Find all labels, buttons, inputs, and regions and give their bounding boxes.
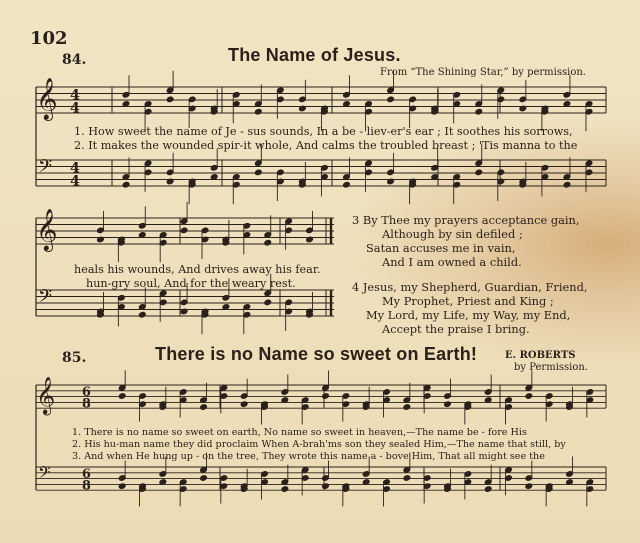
time-signature: 6 (82, 385, 91, 401)
note-head (200, 475, 208, 482)
verse-line: Satan accuses me in vain, (366, 241, 516, 255)
lyric-line: 2. It makes the wounded spir-it whole, And calms the troubled breast ; 'Tis manna to the (74, 139, 578, 152)
time-signature: 6 (82, 467, 91, 483)
verse-line: 3 By Thee my prayers acceptance gain, (352, 213, 580, 227)
note-head (122, 181, 130, 188)
note-head (138, 311, 146, 318)
note-head (525, 393, 533, 400)
bass-clef-icon: 𝄢 (38, 155, 53, 182)
lyric-line: 1. How sweet the name of Je - sus sounds, In a be - liev-er's ear ; It soothes his sorrows, (74, 125, 573, 138)
note-head (525, 483, 533, 490)
time-signature: 4 (70, 173, 80, 190)
verse-line: My Lord, my Life, my Way, my End, (366, 308, 571, 322)
lyric-line: 2. His hu-man name they did proclaim When A-brah'ms son they sealed Him,—The name that still, by (72, 439, 566, 450)
verse-4 (352, 280, 587, 336)
note-head (475, 108, 483, 115)
note-head (475, 169, 483, 176)
page-number: 102 (30, 28, 68, 49)
verse-line: Although by sin defiled ; (382, 227, 523, 241)
lyric-line: heals his wounds, And drives away his fear. (74, 263, 321, 276)
bass-clef-icon: 𝄢 (38, 462, 51, 486)
hymn-number: 85. (62, 350, 87, 366)
hymn-title: There is no Name so sweet on Earth! (155, 344, 478, 364)
note-head (403, 404, 411, 411)
note-head (166, 96, 174, 103)
note-head (322, 483, 330, 490)
verse-3 (352, 213, 580, 269)
note-head (240, 401, 248, 408)
note-head (264, 299, 272, 306)
hymn-credit: by Permission. (514, 362, 588, 373)
verse-line: And I am owned a child. (382, 255, 522, 269)
hymn-credit: From “The Shining Star,” by permission. (380, 67, 586, 78)
note-head (281, 486, 289, 493)
time-signature: 4 (70, 160, 80, 177)
hymn-number: 84. (62, 52, 87, 68)
note-head (403, 475, 411, 482)
lyric-line: hun-gry soul, And for the weary rest. (86, 277, 296, 290)
time-signature: 8 (82, 396, 91, 412)
treble-clef-icon: 𝄞 (36, 76, 58, 120)
hymn-composer: E. ROBERTS (505, 350, 576, 361)
lyric-line: 3. And when He hung up - on the tree, They wrote this name a - bove Him, That all might see the (72, 451, 545, 462)
treble-clef-icon: 𝄞 (36, 375, 56, 414)
time-signature: 4 (70, 87, 80, 104)
note-head (563, 181, 571, 188)
note-head (387, 96, 395, 103)
note-head (444, 401, 452, 408)
time-signature: 8 (82, 478, 91, 494)
note-head (200, 404, 208, 411)
note-head (255, 169, 263, 176)
note-head (322, 393, 330, 400)
note-head (118, 483, 126, 490)
note-head (255, 108, 263, 115)
note-head (343, 181, 351, 188)
time-signature: 4 (70, 100, 80, 117)
hymn-title: The Name of Jesus. (228, 45, 401, 65)
note-head (180, 227, 188, 234)
verse-line: Accept the praise I bring. (382, 322, 530, 336)
note-head (264, 239, 272, 246)
verse-line: My Prophet, Priest and King ; (382, 294, 554, 308)
lyric-line: 1. There is no name so sweet on earth, No name so sweet in heaven,—The name be - fore His (72, 427, 527, 438)
note-head (484, 486, 492, 493)
treble-clef-icon: 𝄞 (36, 207, 58, 251)
note-head (118, 393, 126, 400)
verse-line: 4 Jesus, my Shepherd, Guardian, Friend, (352, 280, 588, 294)
bass-clef-icon: 𝄢 (38, 285, 53, 312)
